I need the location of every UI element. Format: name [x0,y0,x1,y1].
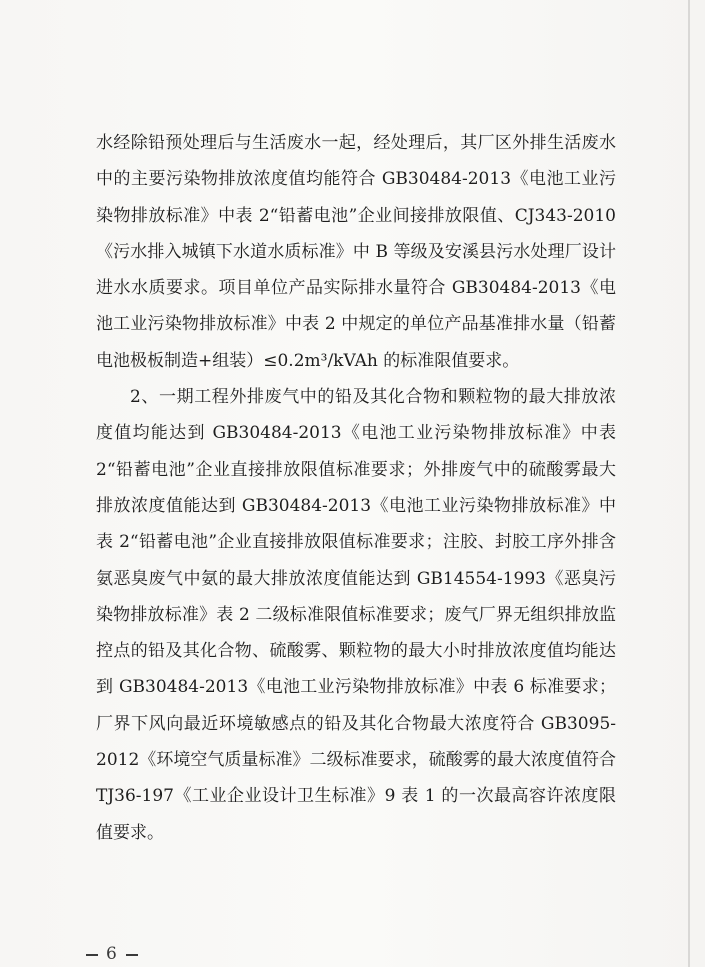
dash-right-icon [126,954,138,956]
body-text [96,125,616,851]
dash-left-icon [86,954,98,956]
paragraph-item-2: 2、一期工程外排废气中的铅及其化合物和颗粒物的最大排放浓度值均能达到 GB30484-2013《电池工业污染物排放标准》中表 2“铅蓄电池”企业直接排放限值标准要求；外排废气中的硫酸雾最大排放浓度值能达到 GB30484-2013《电池工业污染物排放标准》中表 2“铅蓄电池”企业直接排放限值标准要求；注胶、封胶工序外排含氨恶臭废气中氨的最大排放浓度值能达到 GB14554-1993《恶臭污染物排放标准》表 2 二级标准限值标准要求；废气厂界无组织排放监控点的铅及其化合物、硫酸雾、颗粒物的最大小时排放浓度值均能达到 GB30484-2013《电池工业污染物排放标准》中表 6 标准要求；厂界下风向最近环境敏感点的铅及其化合物最大浓度符合 GB3095-2012《环境空气质量标准》二级标准要求，硫酸雾的最大浓度值符合 TJ36-197《工业企业设计卫生标准》9 表 1 的一次最高容许浓度限值要求。 [96,387,616,843]
page-number: 6 [106,944,118,964]
paragraph-continuation: 水经除铅预处理后与生活废水一起，经处理后，其厂区外排生活废水中的主要污染物排放浓度值均能符合 GB30484-2013《电池工业污染物排放标准》中表 2“铅蓄电池”企业间接排放限值、CJ343-2010《污水排入城镇下水道水质标准》中 B 等级及安溪县污水处理厂设计进水水质要求。项目单位产品实际排水量符合 GB30484-2013《电池工业污染物排放标准》中表 2 中规定的单位产品基准排水量（铅蓄电池极板制造+组装）≤0.2m³/kVAh 的标准限值要求。 [96,133,616,371]
page-footer [78,944,146,964]
page-crease [688,0,690,967]
